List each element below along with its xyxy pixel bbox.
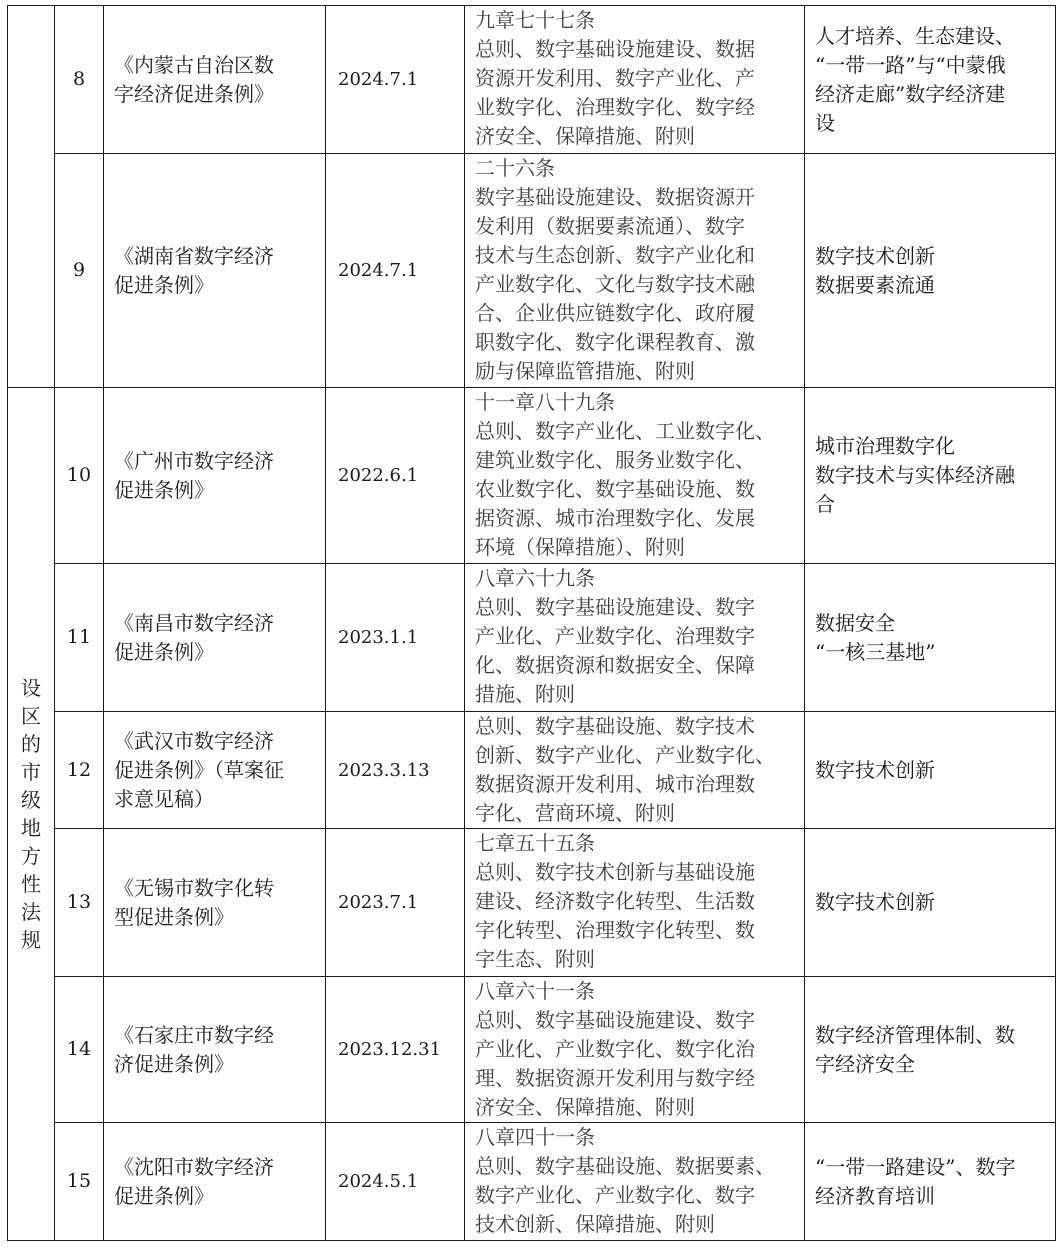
regulation-name (104, 1123, 326, 1241)
regulation-name (104, 564, 326, 712)
chapter-scope (465, 1123, 805, 1241)
effective-date: 2024.7.1 (326, 6, 465, 154)
regulation-name-line: 《湖南省数字经济 (114, 243, 274, 268)
chapter-scope-line: 励与保障监管措施、附则 (475, 359, 695, 383)
regulation-name-line: 《石家庄市数字经 (114, 1022, 274, 1047)
key-feature-line: 数字技术创新 (815, 243, 935, 268)
regulation-name-line: 促进条例》 (114, 477, 214, 502)
table-row (8, 388, 1056, 564)
regulation-name (104, 829, 326, 977)
chapter-scope (465, 388, 805, 564)
regulation-name-line: 促进条例》 (114, 1183, 214, 1208)
row-number: 8 (55, 6, 104, 154)
regulation-name-line: 《沈阳市数字经济 (114, 1154, 274, 1179)
key-feature-line: 经济教育培训 (815, 1183, 935, 1208)
regulation-name-line: 促进条例》（草案征 (114, 757, 284, 782)
effective-date: 2024.7.1 (326, 154, 465, 388)
chapter-scope-line: 总则、数字技术创新与基础设施 (475, 860, 755, 884)
chapter-scope-line: 环境（保障措施）、附则 (475, 535, 685, 559)
chapter-scope (465, 712, 805, 829)
chapter-scope-line: 数据资源开发利用、城市治理数 (475, 772, 755, 796)
row-number: 11 (55, 564, 104, 712)
key-feature-line: 数字技术创新 (815, 890, 935, 914)
chapter-scope (465, 154, 805, 388)
table-row (8, 154, 1056, 388)
key-feature-line: “一带一路建设”、数字 (815, 1154, 1016, 1179)
key-feature-line: 城市治理数字化 (815, 434, 955, 458)
regulation-name (104, 154, 326, 388)
regulation-name-line: 促进条例》 (114, 639, 214, 664)
key-features (805, 154, 1056, 388)
key-feature-line: 合 (815, 492, 835, 516)
table-row (8, 1123, 1056, 1241)
chapter-scope-line: 总则、数字基础设施建设、数字 (475, 595, 755, 619)
regulation-name (104, 388, 326, 564)
chapter-scope (465, 6, 805, 154)
chapter-scope-line: 发利用（数据要素流通）、数字 (475, 214, 745, 238)
key-feature-line: 数据要素流通 (815, 272, 935, 297)
regulation-name-line: 字经济促进条例》 (114, 81, 274, 106)
key-feature-line: 数据安全 (815, 610, 895, 635)
effective-date: 2022.6.1 (326, 388, 465, 564)
chapter-scope-line: 字化、营商环境、附则 (475, 801, 675, 825)
chapter-scope-line: 总则、数字基础设施建设、数据 (475, 37, 755, 61)
chapter-scope-line: 理、数据资源开发利用与数字经 (475, 1066, 755, 1090)
effective-date: 2024.5.1 (326, 1123, 465, 1241)
chapter-scope-line: 数字基础设施建设、数据资源开 (475, 185, 755, 209)
chapter-scope-line: 八章四十一条 (475, 1125, 595, 1149)
key-features (805, 388, 1056, 564)
chapter-scope-line: 七章五十五条 (475, 831, 595, 855)
chapter-scope-line: 产业化、产业数字化、数字化治 (475, 1037, 755, 1061)
key-feature-line: 数字技术创新 (815, 757, 935, 782)
key-features (805, 829, 1056, 977)
key-features (805, 712, 1056, 829)
key-features (805, 977, 1056, 1123)
chapter-scope-line: 济安全、保障措施、附则 (475, 124, 695, 148)
chapter-scope-line: 化、数据资源和数据安全、保障 (475, 653, 755, 677)
chapter-scope-line: 二十六条 (475, 156, 555, 180)
chapter-scope-line: 八章六十一条 (475, 979, 595, 1003)
chapter-scope-line: 措施、附则 (475, 682, 575, 706)
regulations-table (7, 5, 1056, 1241)
key-feature-line: 数字技术与实体经济融 (815, 463, 1015, 487)
regulation-name-line: 《无锡市数字化转 (114, 875, 274, 900)
key-feature-line: 人才培养、生态建设、 (815, 23, 1015, 48)
row-number: 13 (55, 829, 104, 977)
regulation-name-line: 《南昌市数字经济 (114, 610, 274, 635)
effective-date: 2023.12.31 (326, 977, 465, 1123)
row-number: 14 (55, 977, 104, 1123)
regulation-name-line: 《内蒙古自治区数 (114, 52, 274, 77)
chapter-scope-line: 十一章八十九条 (475, 390, 615, 414)
regulation-name (104, 977, 326, 1123)
chapter-scope-line: 业数字化、治理数字化、数字经 (475, 95, 755, 119)
regulation-name (104, 712, 326, 829)
regulation-name-line: 求意见稿） (114, 786, 214, 811)
regulation-name-line: 《广州市数字经济 (114, 448, 274, 473)
chapter-scope-line: 字化转型、治理数字化转型、数 (475, 918, 755, 942)
regulation-name-line: 《武汉市数字经济 (114, 728, 274, 753)
chapter-scope (465, 829, 805, 977)
regulation-name (104, 6, 326, 154)
category-cell (8, 388, 55, 1241)
key-feature-line: 数字经济管理体制、数 (815, 1022, 1015, 1047)
chapter-scope (465, 977, 805, 1123)
chapter-scope-line: 产业数字化、文化与数字技术融 (475, 272, 755, 296)
key-features (805, 564, 1056, 712)
chapter-scope-line: 技术与生态创新、数字产业化和 (475, 243, 755, 267)
chapter-scope-line: 职数字化、数字化课程教育、激 (475, 330, 755, 354)
row-number: 9 (55, 154, 104, 388)
chapter-scope-line: 总则、数字基础设施、数据要素、 (475, 1154, 775, 1178)
chapter-scope-line: 农业数字化、数字基础设施、数 (475, 477, 755, 501)
key-features (805, 1123, 1056, 1241)
chapter-scope-line: 字生态、附则 (475, 947, 595, 971)
chapter-scope-line: 合、企业供应链数字化、政府履 (475, 301, 755, 325)
chapter-scope (465, 564, 805, 712)
chapter-scope-line: 技术创新、保障措施、附则 (475, 1212, 715, 1236)
chapter-scope-line: 据资源、城市治理数字化、发展 (475, 506, 755, 530)
effective-date: 2023.3.13 (326, 712, 465, 829)
chapter-scope-line: 九章七十七条 (475, 8, 595, 32)
chapter-scope-line: 总则、数字基础设施建设、数字 (475, 1008, 755, 1032)
chapter-scope-line: 资源开发利用、数字产业化、产 (475, 66, 755, 90)
key-feature-line: 字经济安全 (815, 1051, 915, 1076)
chapter-scope-line: 产业化、产业数字化、治理数字 (475, 624, 755, 648)
effective-date: 2023.7.1 (326, 829, 465, 977)
chapter-scope-line: 总则、数字基础设施、数字技术 (475, 714, 755, 738)
regulation-name-line: 型促进条例》 (114, 904, 234, 929)
key-feature-line: “一带一路”与“中蒙俄 (815, 52, 1006, 77)
key-feature-line: 经济走廊”数字经济建 (815, 81, 1006, 106)
regulation-name-line: 促进条例》 (114, 272, 214, 297)
row-number: 15 (55, 1123, 104, 1241)
chapter-scope-line: 建设、经济数字化转型、生活数 (475, 889, 755, 913)
chapter-scope-line: 八章六十九条 (475, 566, 595, 590)
row-number: 12 (55, 712, 104, 829)
effective-date: 2023.1.1 (326, 564, 465, 712)
regulation-name-line: 济促进条例》 (114, 1051, 234, 1076)
table-row (8, 6, 1056, 154)
table-row (8, 564, 1056, 712)
category-label: 设区的市级地方性法规 (21, 675, 41, 952)
table-row (8, 712, 1056, 829)
category-cell-top (8, 6, 55, 388)
table-body (8, 6, 1056, 1241)
chapter-scope-line: 创新、数字产业化、产业数字化、 (475, 743, 775, 767)
key-feature-line: “一核三基地” (815, 639, 936, 664)
key-feature-line: 设 (815, 110, 835, 135)
chapter-scope-line: 建筑业数字化、服务业数字化、 (475, 448, 755, 472)
chapter-scope-line: 数字产业化、产业数字化、数字 (475, 1183, 755, 1207)
table-row (8, 829, 1056, 977)
key-features (805, 6, 1056, 154)
chapter-scope-line: 总则、数字产业化、工业数字化、 (475, 419, 775, 443)
chapter-scope-line: 济安全、保障措施、附则 (475, 1095, 695, 1119)
row-number: 10 (55, 388, 104, 564)
regulations-table-container (7, 5, 1055, 1241)
table-row (8, 977, 1056, 1123)
